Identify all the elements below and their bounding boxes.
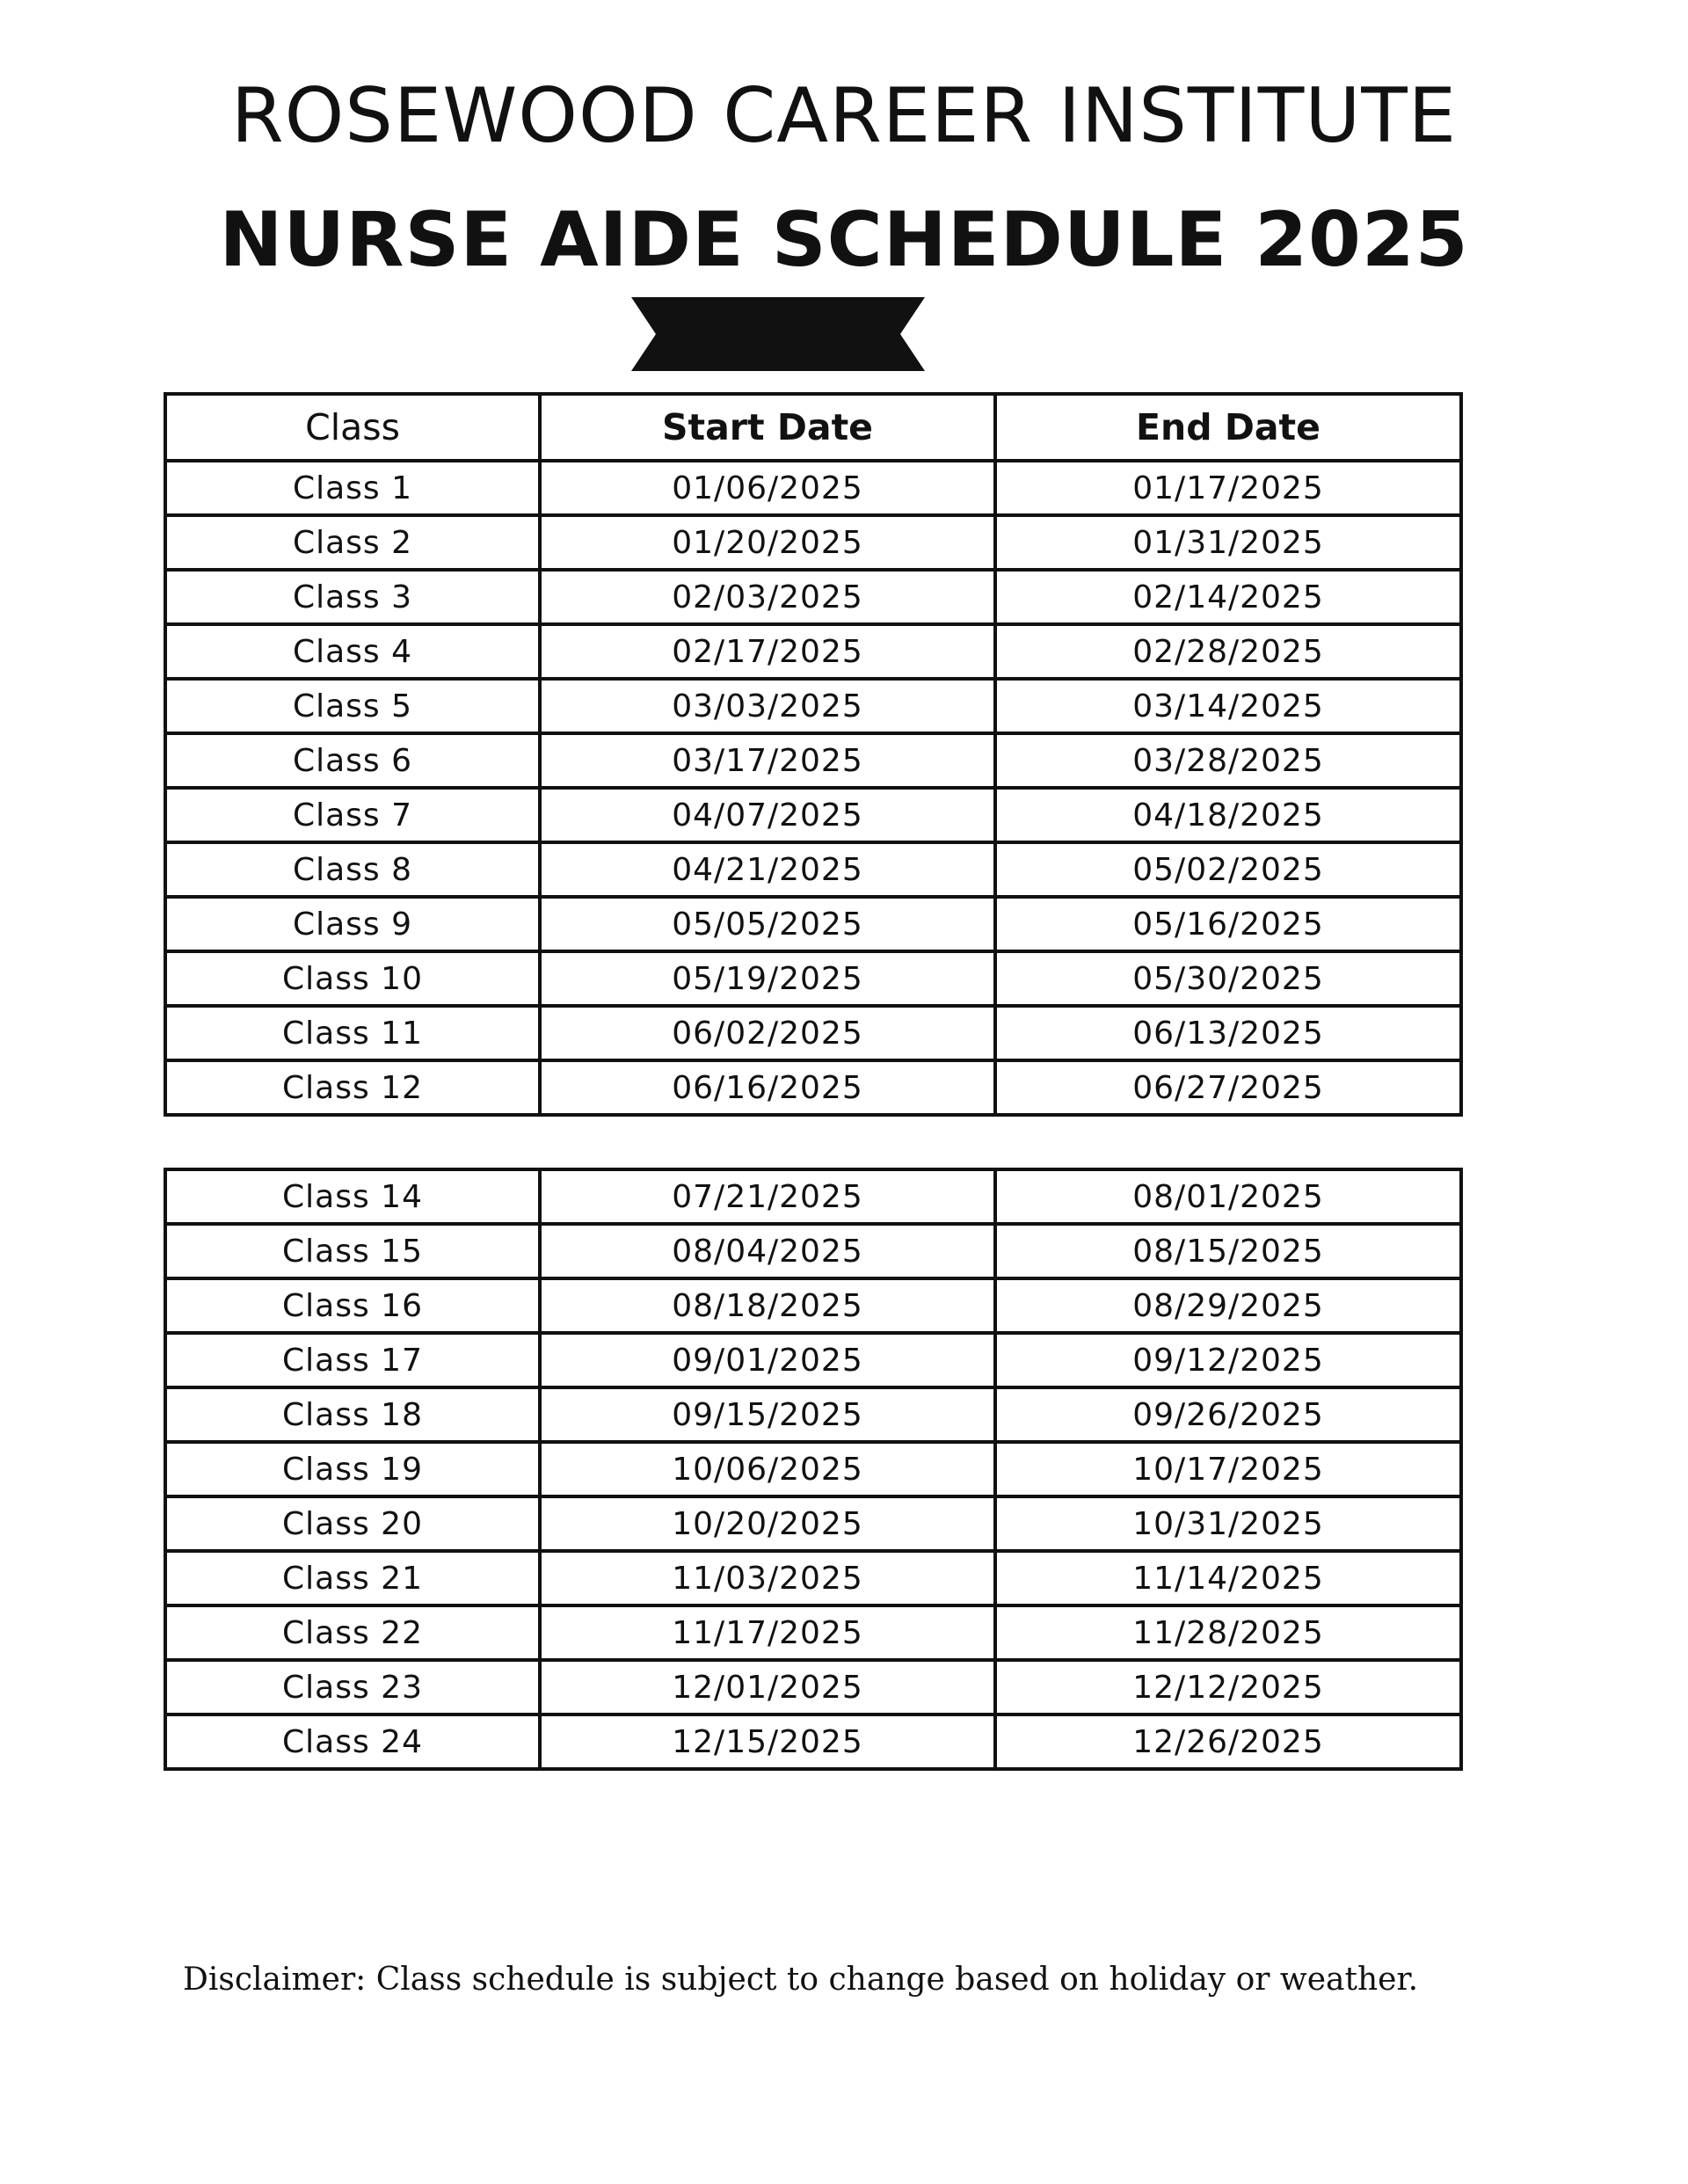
table-row — [165, 1605, 1461, 1660]
start-date-cell: 05/05/2025 — [540, 897, 995, 951]
end-date-cell: 01/17/2025 — [995, 461, 1461, 515]
class-name-cell: Class 9 — [165, 897, 540, 951]
table-row — [165, 733, 1461, 788]
class-name-cell: Class 2 — [165, 515, 540, 570]
table-row — [165, 1442, 1461, 1496]
end-date-cell: 09/26/2025 — [995, 1387, 1461, 1442]
class-name-cell: Class 17 — [165, 1333, 540, 1387]
class-name-cell — [165, 1115, 540, 1169]
start-date-cell: 09/01/2025 — [540, 1333, 995, 1387]
class-name-cell: Class 24 — [165, 1714, 540, 1769]
column-header-class: Class — [165, 394, 540, 461]
end-date-cell: 06/27/2025 — [995, 1060, 1461, 1115]
table-row — [165, 1115, 1461, 1169]
table-row — [165, 897, 1461, 951]
end-date-cell: 04/18/2025 — [995, 788, 1461, 842]
schedule-title: NURSE AIDE SCHEDULE 2025 — [219, 196, 1469, 284]
end-date-cell: 08/29/2025 — [995, 1278, 1461, 1333]
table-row — [165, 1660, 1461, 1714]
end-date-cell: 03/14/2025 — [995, 679, 1461, 733]
class-name-cell: Class 6 — [165, 733, 540, 788]
start-date-cell — [540, 1115, 995, 1169]
start-date-cell: 04/21/2025 — [540, 842, 995, 897]
table-header-row — [165, 394, 1461, 461]
table-row — [165, 1387, 1461, 1442]
class-name-cell: Class 20 — [165, 1496, 540, 1551]
class-name-cell: Class 8 — [165, 842, 540, 897]
start-date-cell: 03/17/2025 — [540, 733, 995, 788]
end-date-cell: 06/13/2025 — [995, 1006, 1461, 1060]
end-date-cell: 11/28/2025 — [995, 1605, 1461, 1660]
end-date-cell: 05/02/2025 — [995, 842, 1461, 897]
table-row — [165, 624, 1461, 679]
column-header-start-date: Start Date — [540, 394, 995, 461]
class-name-cell: Class 1 — [165, 461, 540, 515]
end-date-cell: 01/31/2025 — [995, 515, 1461, 570]
table-row — [165, 1551, 1461, 1605]
table-row — [165, 1169, 1461, 1224]
class-name-cell: Class 19 — [165, 1442, 540, 1496]
table-row — [165, 515, 1461, 570]
table-row — [165, 1224, 1461, 1278]
class-name-cell: Class 4 — [165, 624, 540, 679]
start-date-cell: 10/20/2025 — [540, 1496, 995, 1551]
start-date-cell: 03/03/2025 — [540, 679, 995, 733]
table-row — [165, 1278, 1461, 1333]
start-date-cell: 12/01/2025 — [540, 1660, 995, 1714]
end-date-cell: 02/14/2025 — [995, 570, 1461, 624]
end-date-cell: 05/30/2025 — [995, 951, 1461, 1006]
end-date-cell: 10/31/2025 — [995, 1496, 1461, 1551]
class-name-cell: Class 22 — [165, 1605, 540, 1660]
class-name-cell: Class 21 — [165, 1551, 540, 1605]
class-name-cell: Class 12 — [165, 1060, 540, 1115]
start-date-cell: 02/17/2025 — [540, 624, 995, 679]
start-date-cell: 06/16/2025 — [540, 1060, 995, 1115]
table-row — [165, 951, 1461, 1006]
start-date-cell: 06/02/2025 — [540, 1006, 995, 1060]
table-row — [165, 1333, 1461, 1387]
table-row — [165, 461, 1461, 515]
class-name-cell: Class 15 — [165, 1224, 540, 1278]
table-row — [165, 788, 1461, 842]
start-date-cell: 01/20/2025 — [540, 515, 995, 570]
table-row — [165, 679, 1461, 733]
class-name-cell: Class 3 — [165, 570, 540, 624]
end-date-cell: 08/15/2025 — [995, 1224, 1461, 1278]
end-date-cell: 11/14/2025 — [995, 1551, 1461, 1605]
end-date-cell: 03/28/2025 — [995, 733, 1461, 788]
start-date-cell: 08/18/2025 — [540, 1278, 995, 1333]
class-name-cell: Class 10 — [165, 951, 540, 1006]
start-date-cell: 11/03/2025 — [540, 1551, 995, 1605]
class-name-cell: Class 16 — [165, 1278, 540, 1333]
institute-name: ROSEWOOD CAREER INSTITUTE — [230, 72, 1458, 160]
table-row — [165, 842, 1461, 897]
start-date-cell: 12/15/2025 — [540, 1714, 995, 1769]
ribbon-banner — [631, 297, 925, 371]
end-date-cell: 10/17/2025 — [995, 1442, 1461, 1496]
class-name-cell: Class 11 — [165, 1006, 540, 1060]
start-date-cell: 07/21/2025 — [540, 1169, 995, 1224]
class-name-cell: Class 7 — [165, 788, 540, 842]
table-row — [165, 1060, 1461, 1115]
column-header-end-date: End Date — [995, 394, 1461, 461]
start-date-cell: 02/03/2025 — [540, 570, 995, 624]
start-date-cell: 05/19/2025 — [540, 951, 995, 1006]
end-date-cell: 09/12/2025 — [995, 1333, 1461, 1387]
start-date-cell: 08/04/2025 — [540, 1224, 995, 1278]
table-row — [165, 570, 1461, 624]
start-date-cell: 10/06/2025 — [540, 1442, 995, 1496]
table-row — [165, 1006, 1461, 1060]
start-date-cell: 11/17/2025 — [540, 1605, 995, 1660]
disclaimer-note: Disclaimer: Class schedule is subject to change based on holiday or weather. — [183, 1962, 1419, 1998]
class-name-cell: Class 14 — [165, 1169, 540, 1224]
start-date-cell: 04/07/2025 — [540, 788, 995, 842]
end-date-cell — [995, 1115, 1461, 1169]
start-date-cell: 09/15/2025 — [540, 1387, 995, 1442]
end-date-cell: 08/01/2025 — [995, 1169, 1461, 1224]
class-name-cell: Class 5 — [165, 679, 540, 733]
end-date-cell: 12/12/2025 — [995, 1660, 1461, 1714]
schedule-table-body — [165, 461, 1461, 1769]
table-row — [165, 1496, 1461, 1551]
table-row — [165, 1714, 1461, 1769]
end-date-cell: 02/28/2025 — [995, 624, 1461, 679]
schedule-table — [164, 392, 1463, 1771]
end-date-cell: 12/26/2025 — [995, 1714, 1461, 1769]
start-date-cell: 01/06/2025 — [540, 461, 995, 515]
class-name-cell: Class 18 — [165, 1387, 540, 1442]
class-name-cell: Class 23 — [165, 1660, 540, 1714]
end-date-cell: 05/16/2025 — [995, 897, 1461, 951]
